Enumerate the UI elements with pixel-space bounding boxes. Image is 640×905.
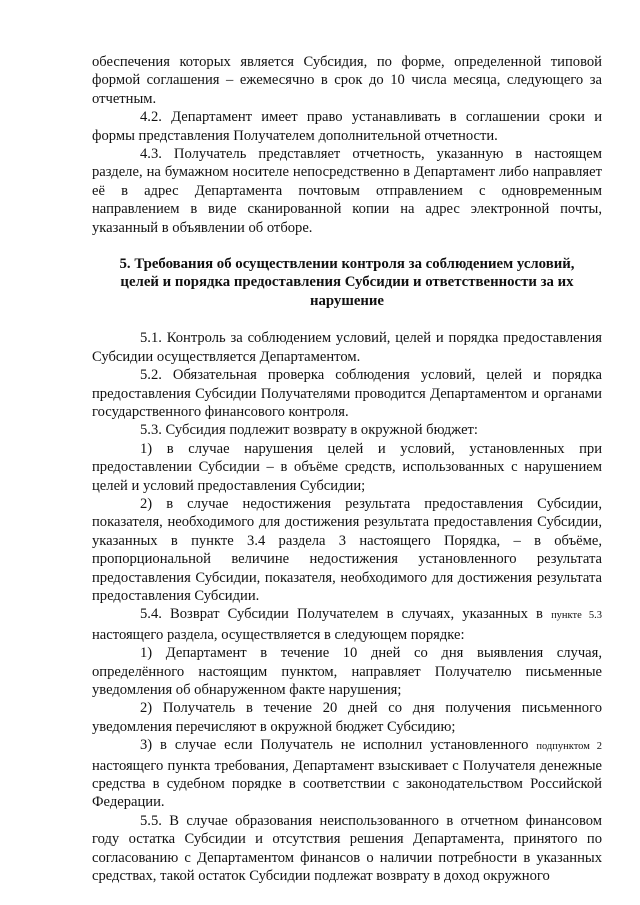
paragraph-5-3: 5.3. Субсидия подлежит возврату в окружной бюджет: xyxy=(140,422,478,439)
cross-reference-link[interactable]: пункте 5.3 xyxy=(551,610,602,622)
paragraph-5-4-text-a: 5.4. Возврат Субсидии Получателем в случаях, указанных в xyxy=(140,606,543,623)
paragraph-top: обеспечения которых является Субсидия, по форме, определенной типовой формой соглашения – ежемесячно в срок до 10 числа месяца, следующего за отчетным. xyxy=(92,54,602,107)
paragraph-4-3: 4.3. Получатель представляет отчетность, указанную в настоящем разделе, на бумажном носителе непосредственно в Департамент либо направляет её в адрес Департамента почтовым отправлением с одновременным направлением в виде сканированной копии на адрес электронной почты, указанный в объявлении об отборе. xyxy=(92,146,602,236)
paragraph-5-4-item-3-text-a: 3) в случае если Получатель не исполнил установленного xyxy=(140,737,529,754)
paragraph-5-1: 5.1. Контроль за соблюдением условий, целей и порядка предоставления Субсидии осуществляется Департаментом. xyxy=(92,330,602,365)
paragraph-5-4-text-b: настоящего раздела, осуществляется в следующем порядке: xyxy=(92,626,465,643)
paragraph-5-4 xyxy=(92,605,602,644)
paragraph-5-4-item-2: 2) Получатель в течение 20 дней со дня получения письменного уведомления перечисляют в окружной бюджет Субсидию; xyxy=(92,700,602,735)
paragraph-5-3-item-2: 2) в случае недостижения результата предоставления Субсидии, показателя, необходимого для достижения результата предоставления Субсидии, указанных в пункте 3.4 раздела 3 настоящего Порядка, – в объёме, пропорциональной величине недостижения установленного результата предоставления Субсидии, показателя, необходимого для достижения результата предоставления Субсидии. xyxy=(92,495,602,604)
paragraph-5-5: 5.5. В случае образования неиспользованного в отчетном финансовом году остатка Субсидии и отсутствия решения Департамента, принятого по согласованию с Департаментом финансов о наличии потребности в указанных средствах, такой остаток Субсидии подлежат возврату в доход окружного xyxy=(92,812,602,885)
paragraph-5-4-item-1: 1) Департамент в течение 10 дней со дня выявления случая, определённого настоящим пунктом, направляет Получателю письменные уведомления об обнаруженном факте нарушения; xyxy=(92,645,602,698)
paragraph-5-4-item-3-text-b: настоящего пункта требования, Департамент взыскивает с Получателя денежные средства в судебном порядке в соответствии с законодательством Российской Федерации. xyxy=(92,757,602,811)
paragraph-5-3-item-1: 1) в случае нарушения целей и условий, установленных при предоставлении Субсидии – в объёме средств, использованных с нарушением целей и условий предоставления Субсидии; xyxy=(92,440,602,494)
cross-reference-link[interactable]: подпунктом 2 xyxy=(536,741,602,753)
paragraph-5-2: 5.2. Обязательная проверка соблюдения условий, целей и порядка предоставления Субсидии Получателями проводится Департаментом и органами государственного финансового контроля. xyxy=(92,367,602,420)
section-heading-5: 5. Требования об осуществлении контроля за соблюдением условий, целей и порядка предоставления Субсидии и ответственности за их нарушение xyxy=(119,256,575,309)
paragraph-5-4-item-3 xyxy=(92,736,602,812)
paragraph-4-2: 4.2. Департамент имеет право устанавливать в соглашении сроки и формы представления Получателем дополнительной отчетности. xyxy=(92,109,602,144)
